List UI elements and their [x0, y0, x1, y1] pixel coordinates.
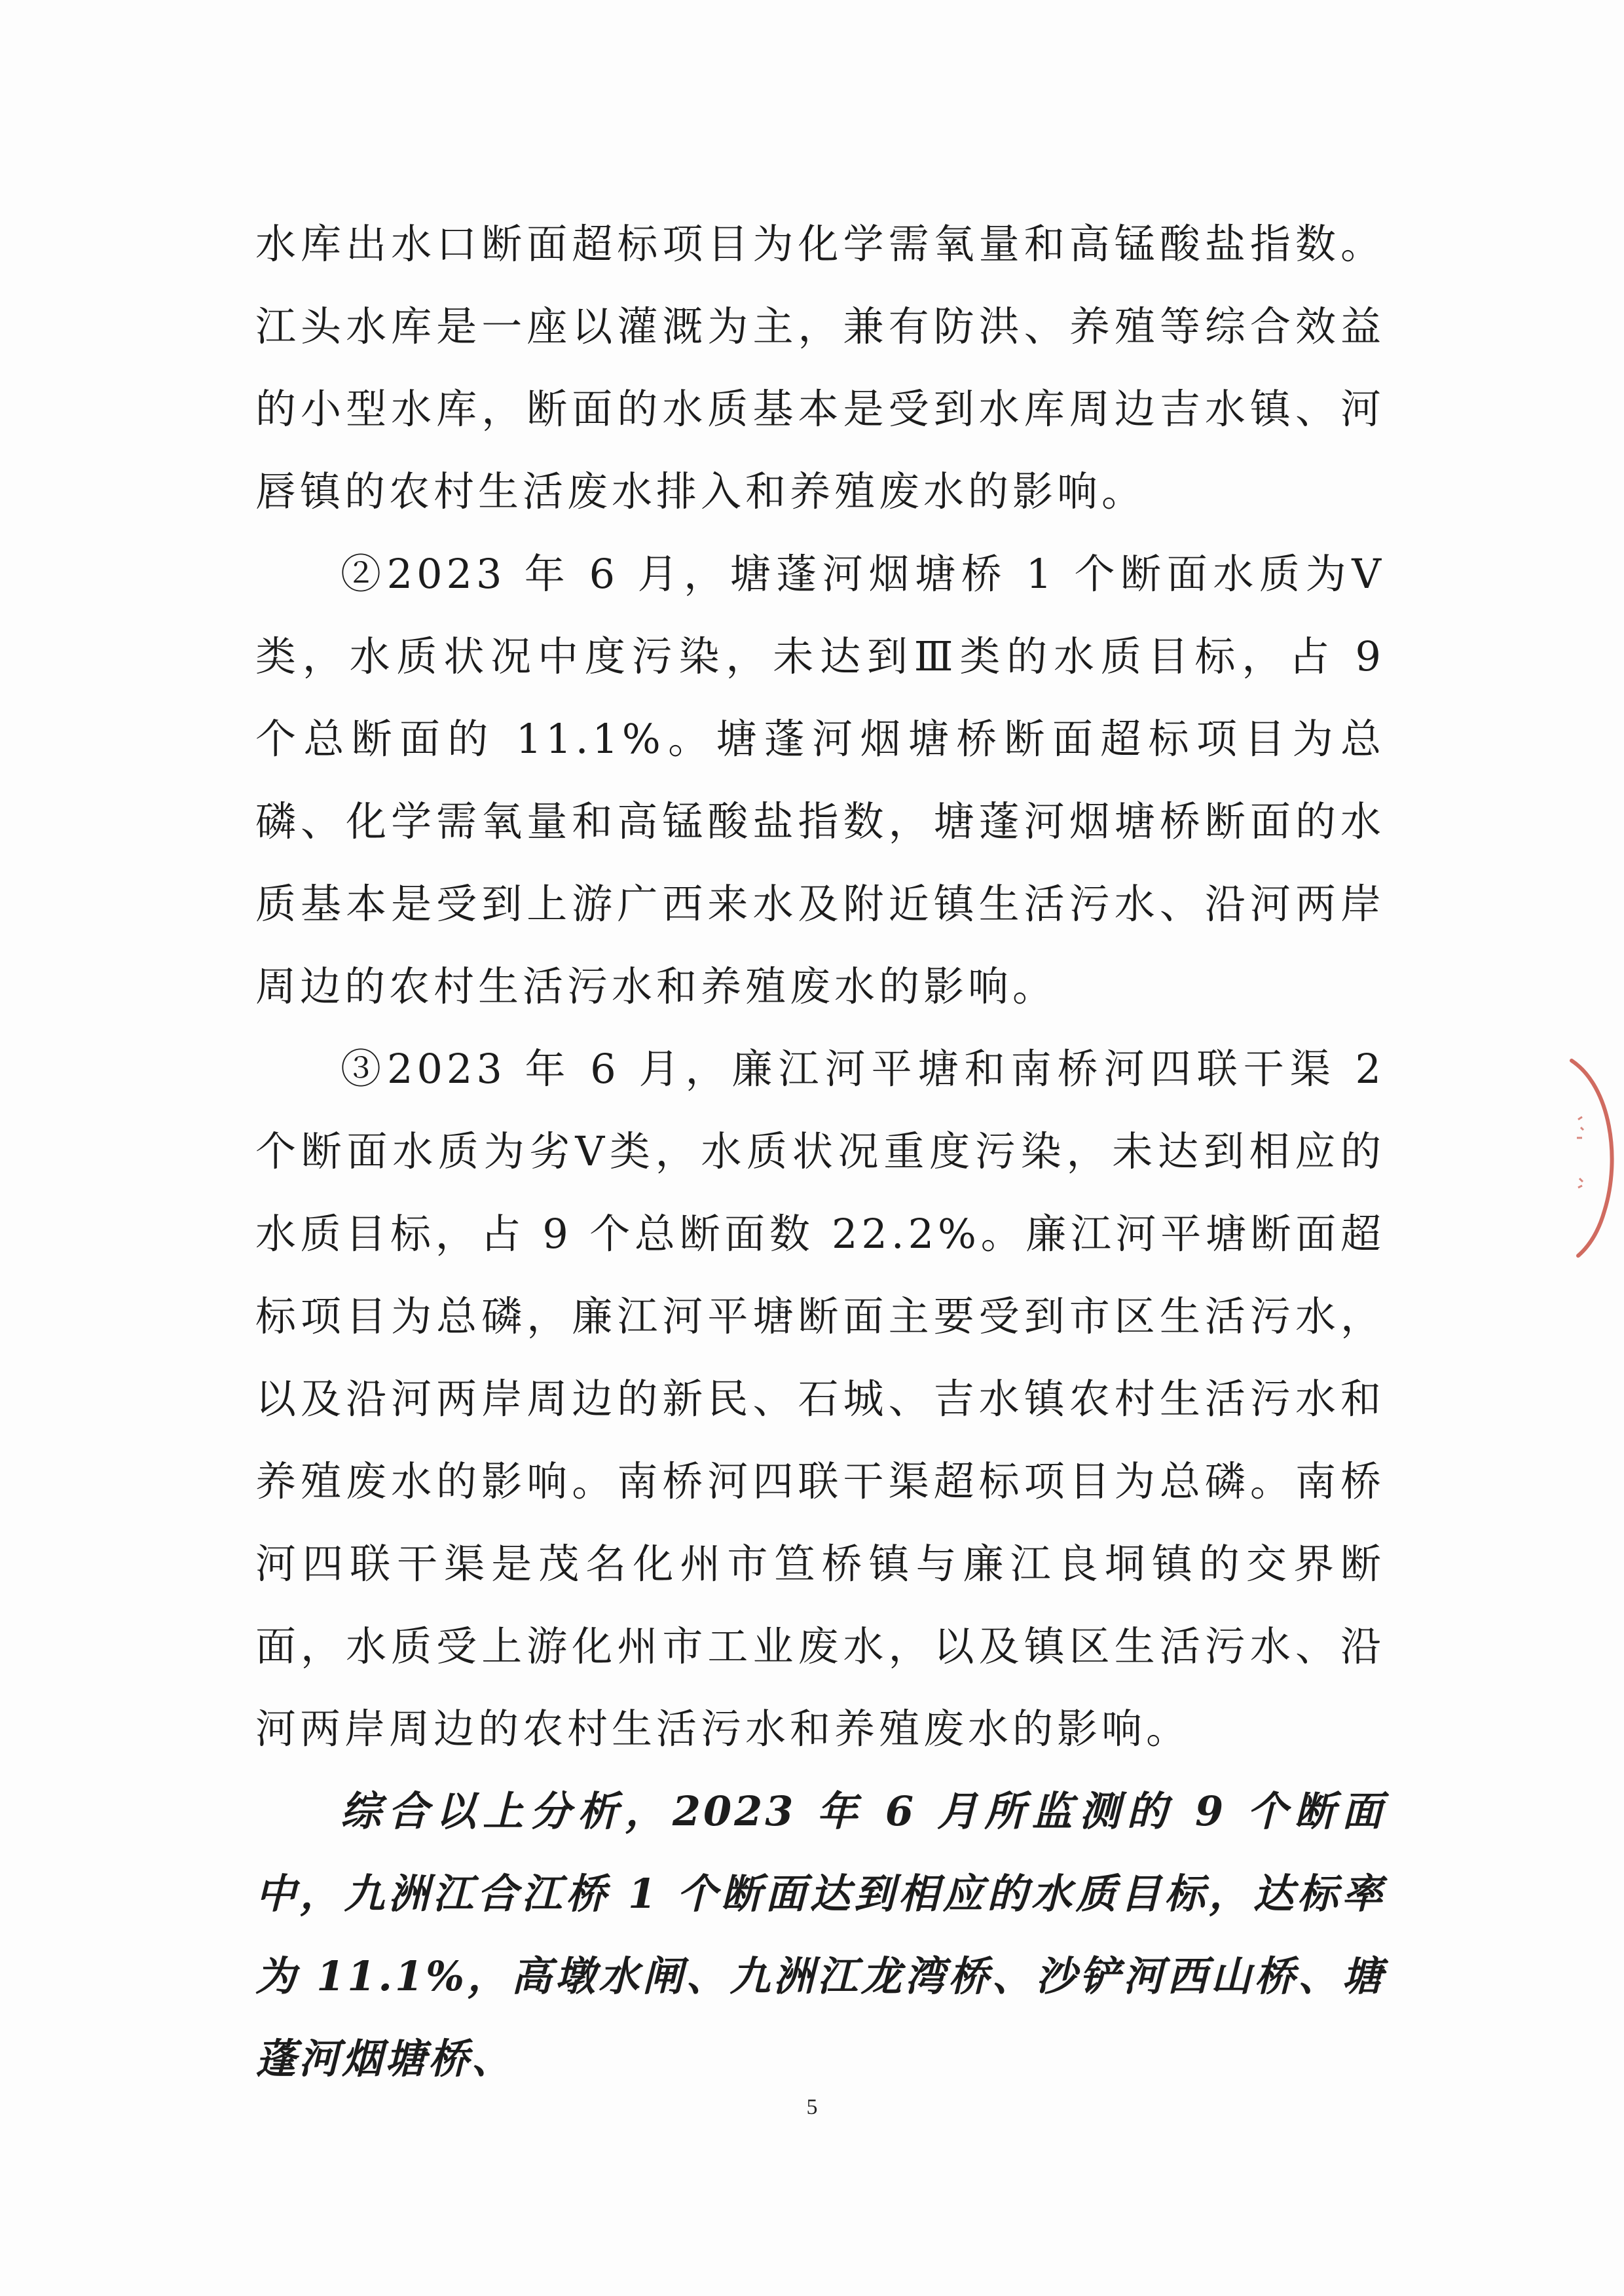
paragraph-summary: 综合以上分析，2023 年 6 月所监测的 9 个断面中，九洲江合江桥 1 个断面达到相应的水质目标，达标率为 11.1%，高墩水闸、九洲江龙湾桥、沙铲河西山桥、塘蓬河烟塘桥、: [255, 1787, 1385, 2083]
paragraph-item-3: ③2023 年 6 月，廉江河平塘和南桥河四联干渠 2 个断面水质为劣Ⅴ类，水质状况重度污染，未达到相应的水质目标，占 9 个总断面数 22.2%。廉江河平塘断面超标项目为总磷，廉江河平塘断面主要受到市区生活污水，以及沿河两岸周边的新民、石城、吉水镇农村生活污水和养殖废水的影响。南桥河四联干渠超标项目为总磷。南桥河四联干渠是茂名化州市笪桥镇与廉江良垌镇的交界断面，水质受上游化州市工业废水，以及镇区生活污水、沿河两岸周边的农村生活污水和养殖废水的影响。: [255, 1045, 1385, 1753]
paragraph-item-2: ②2023 年 6 月，塘蓬河烟塘桥 1 个断面水质为Ⅴ类，水质状况中度污染，未达到Ⅲ类的水质目标，占 9 个总断面的 11.1%。塘蓬河烟塘桥断面超标项目为总磷、化学需氧量和高锰酸盐指数，塘蓬河烟塘桥断面的水质基本是受到上游广西来水及附近镇生活污水、沿河两岸周边的农村生活污水和养殖废水的影响。: [255, 550, 1385, 1010]
page-number: 5: [806, 2095, 818, 2119]
paragraph-reservoir-continuation: 水库出水口断面超标项目为化学需氧量和高锰酸盐指数。江头水库是一座以灌溉为主，兼有防洪、养殖等综合效益的小型水库，断面的水质基本是受到水库周边吉水镇、河唇镇的农村生活废水排入和养殖废水的影响。: [255, 220, 1385, 515]
red-seal-fragment: [1559, 1048, 1624, 1264]
document-body: [255, 203, 1385, 2100]
